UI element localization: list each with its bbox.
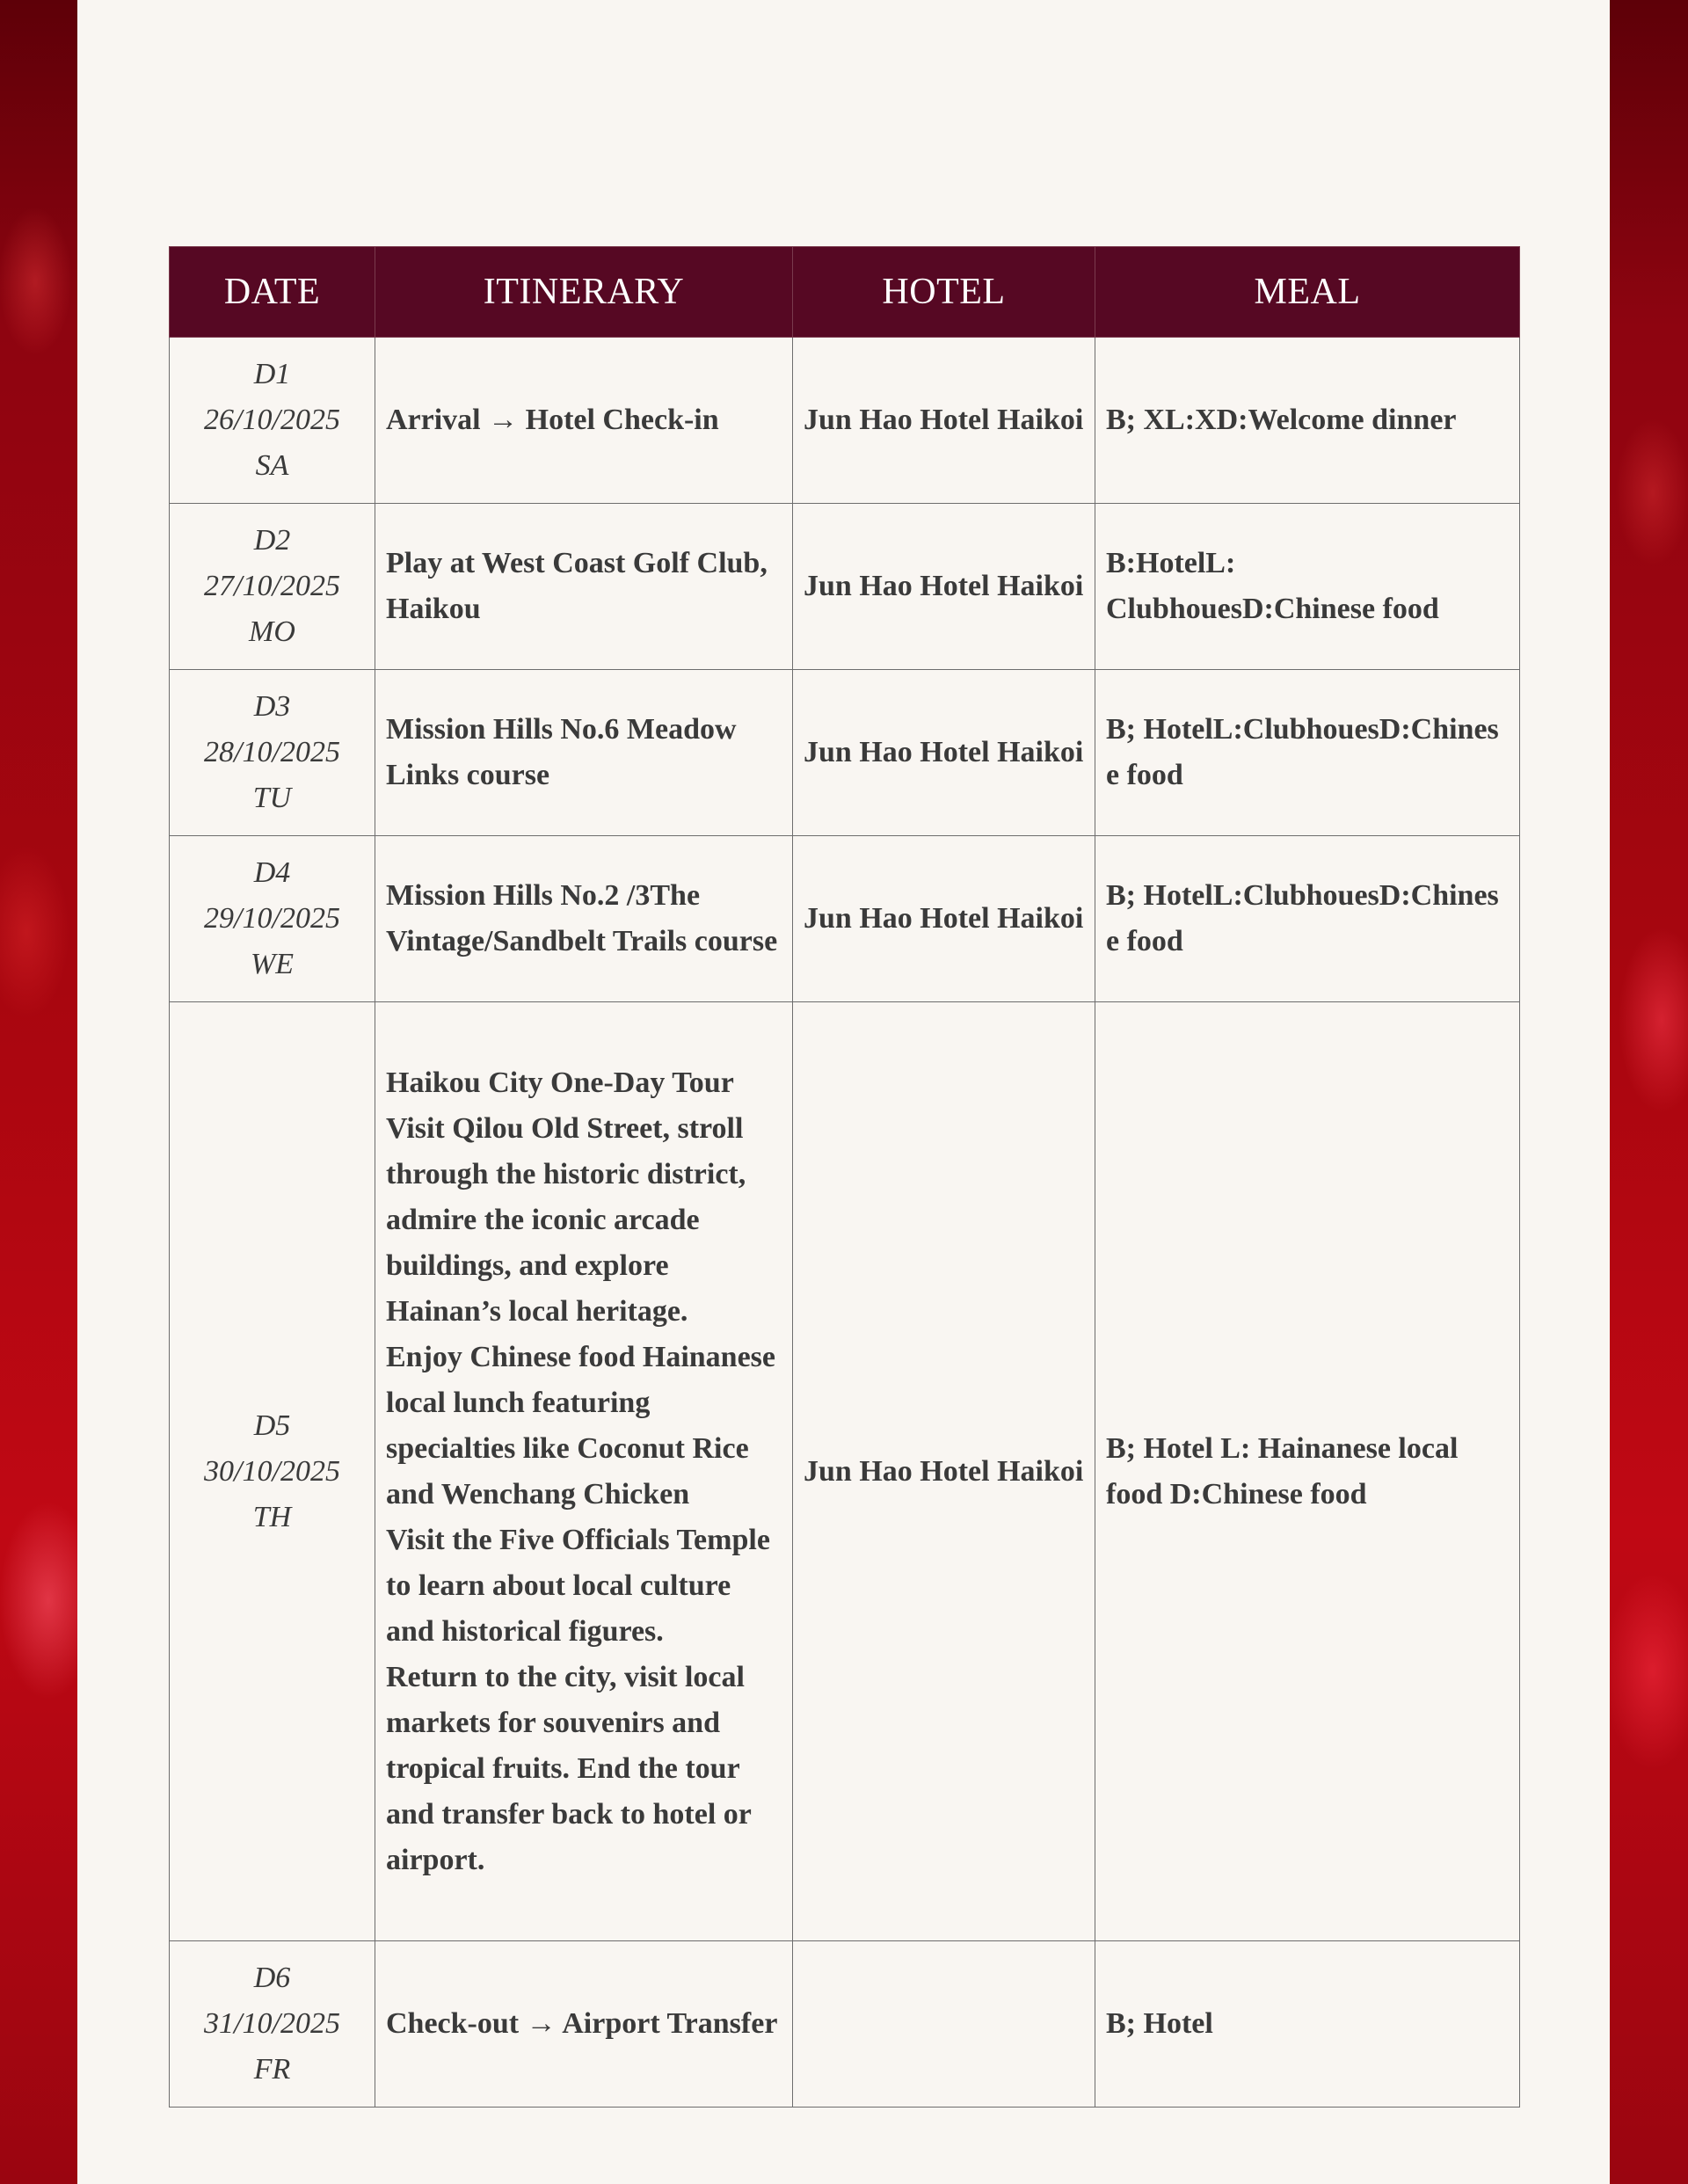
- day-label: D2: [253, 524, 291, 557]
- weekday-label: TH: [252, 1500, 292, 1533]
- weekday-label: WE: [250, 948, 295, 980]
- header-date: DATE: [170, 247, 375, 338]
- hotel-cell: Jun Hao Hotel Haikoi: [793, 1002, 1095, 1941]
- itinerary-cell: [375, 1002, 793, 1941]
- header-meal: MEAL: [1095, 247, 1520, 338]
- date-cell: [170, 836, 375, 1002]
- hotel-cell: [793, 1941, 1095, 2108]
- date-cell: [170, 338, 375, 504]
- meal-cell: B; Hotel: [1095, 1941, 1520, 2108]
- itinerary-cell: Play at West Coast Golf Club, Haikou: [375, 504, 793, 670]
- itinerary-line: Enjoy Chinese food Hainanese local lunch featuring specialties like Coconut Rice and Wenchang Chicken: [386, 1340, 775, 1511]
- meal-cell: B; XL:XD:Welcome dinner: [1095, 338, 1520, 504]
- itinerary-table: [169, 246, 1520, 2108]
- table-row: [170, 1002, 1520, 1941]
- hotel-cell: Jun Hao Hotel Haikoi: [793, 836, 1095, 1002]
- weekday-label: TU: [252, 782, 292, 814]
- date-label: 31/10/2025: [204, 2007, 340, 2040]
- date-cell: [170, 504, 375, 670]
- itinerary-line: Return to the city, visit local markets for souvenirs and tropical fruits. End the tour and transfer back to hotel or airport.: [386, 1660, 752, 1876]
- hotel-cell: Jun Hao Hotel Haikoi: [793, 338, 1095, 504]
- date-label: 27/10/2025: [204, 570, 340, 602]
- meal-cell: B; Hotel L: Hainanese local food D:Chinese food: [1095, 1002, 1520, 1941]
- table-row: [170, 1941, 1520, 2108]
- date-label: 26/10/2025: [204, 404, 340, 436]
- day-label: D6: [253, 1962, 291, 1994]
- itinerary-cell: Mission Hills No.2 /3The Vintage/Sandbelt Trails course: [375, 836, 793, 1002]
- table-row: [170, 670, 1520, 836]
- document-page: [77, 0, 1610, 2184]
- date-label: 29/10/2025: [204, 902, 340, 935]
- itinerary-cell: Check-out → Airport Transfer: [375, 1941, 793, 2108]
- date-label: 28/10/2025: [204, 736, 340, 768]
- header-hotel: HOTEL: [793, 247, 1095, 338]
- day-label: D1: [253, 358, 291, 390]
- date-cell: [170, 1941, 375, 2108]
- table-row: [170, 338, 1520, 504]
- meal-cell: B; HotelL:ClubhouesD:Chinese food: [1095, 670, 1520, 836]
- day-label: D3: [253, 690, 291, 723]
- itinerary-cell: Mission Hills No.6 Meadow Links course: [375, 670, 793, 836]
- meal-cell: B; HotelL:ClubhouesD:Chinese food: [1095, 836, 1520, 1002]
- date-label: 30/10/2025: [204, 1454, 340, 1488]
- day-label: D5: [253, 1409, 291, 1442]
- itinerary-line: Haikou City One-Day Tour: [386, 1066, 734, 1099]
- itinerary-line: Visit Qilou Old Street, stroll through the historic district, admire the iconic arcade buildings, and explore Hainan’s local heritage.: [386, 1111, 746, 1328]
- itinerary-cell: Arrival → Hotel Check-in: [375, 338, 793, 504]
- weekday-label: FR: [253, 2053, 291, 2086]
- itinerary-line: Visit the Five Officials Temple to learn about local culture and historical figures.: [386, 1523, 770, 1648]
- meal-cell: B:HotelL: ClubhouesD:Chinese food: [1095, 504, 1520, 670]
- weekday-label: SA: [255, 449, 289, 482]
- table-header-row: [170, 247, 1520, 338]
- hotel-cell: Jun Hao Hotel Haikoi: [793, 504, 1095, 670]
- weekday-label: MO: [249, 615, 295, 648]
- day-label: D4: [253, 856, 291, 889]
- date-cell: [170, 1002, 375, 1941]
- table-row: [170, 836, 1520, 1002]
- hotel-cell: Jun Hao Hotel Haikoi: [793, 670, 1095, 836]
- date-cell: [170, 670, 375, 836]
- table-row: [170, 504, 1520, 670]
- header-itinerary: ITINERARY: [375, 247, 793, 338]
